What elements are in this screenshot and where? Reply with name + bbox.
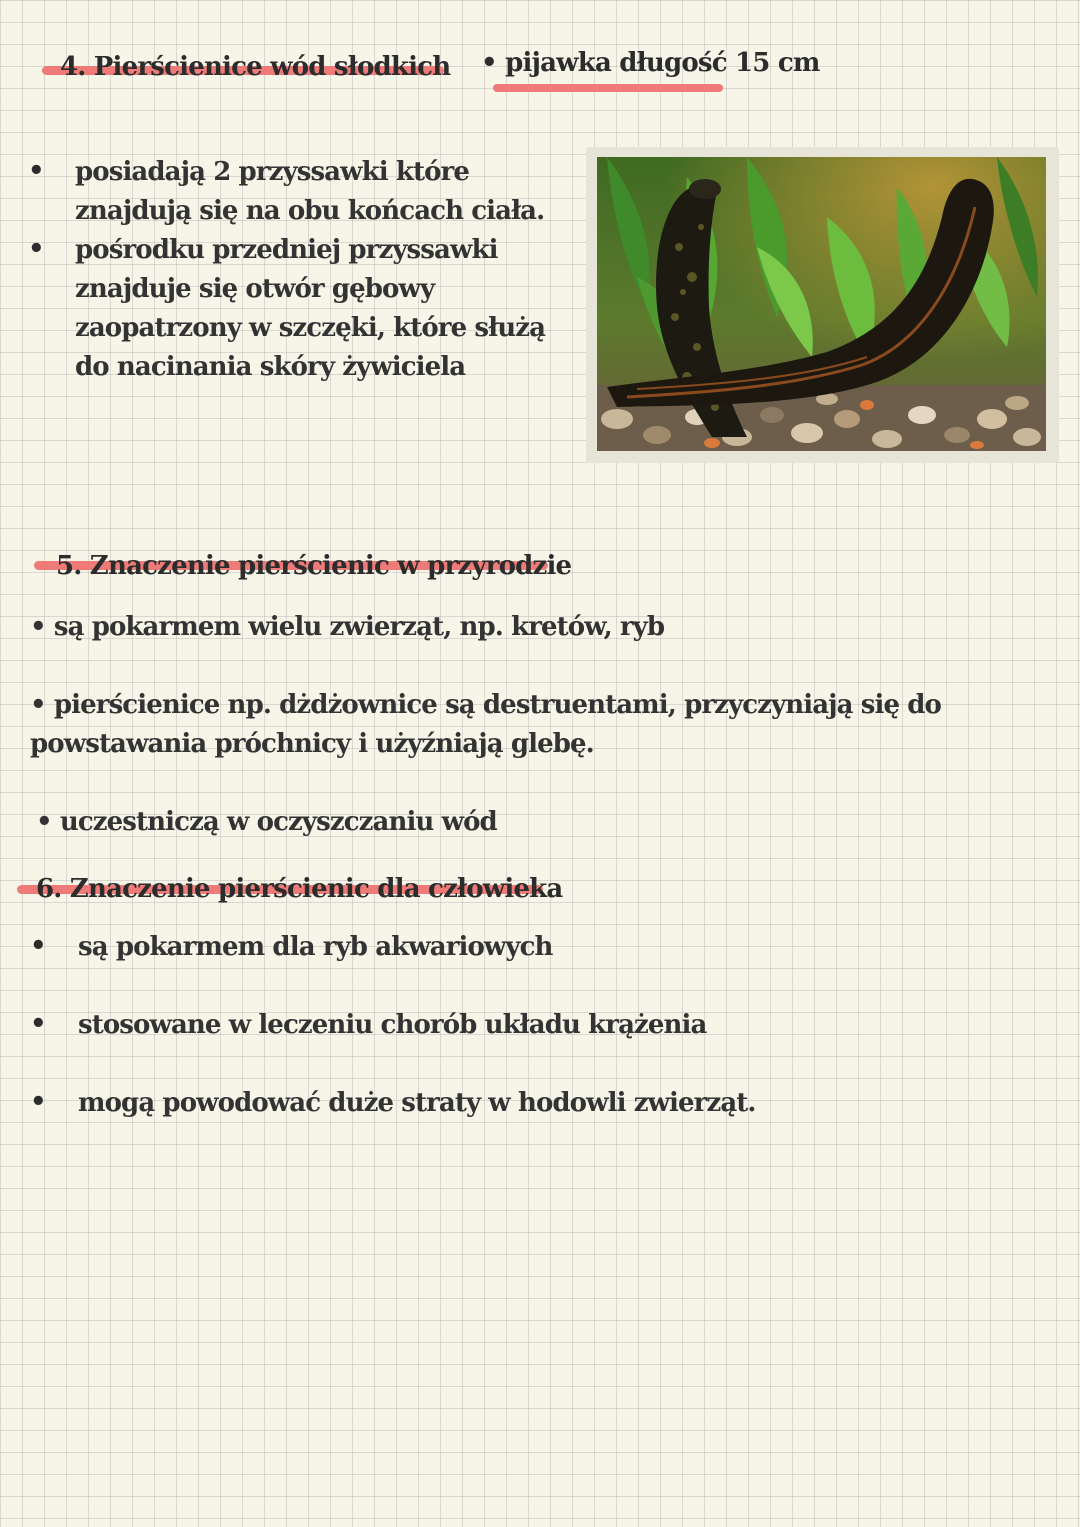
section4-bullet-1: posiadają 2 przyssawki które znajdują się na obu końcach ciała. xyxy=(75,157,545,226)
section6-bullet-1: są pokarmem dla ryb akwariowych xyxy=(78,932,553,962)
section5-bullet-3: • uczestniczą w oczyszczaniu wód xyxy=(36,807,497,837)
bullet-dot: • xyxy=(30,931,47,961)
side-note-underline xyxy=(493,84,723,92)
bullet-dot: • xyxy=(28,156,45,186)
section5-bullet-2: • pierścienice np. dżdżownice są destruentami, przyczyniają się do powstawania próchnicy i użyźniają glebę. xyxy=(30,690,941,759)
bullet-dot: • xyxy=(28,234,45,264)
section5-heading: 5. Znaczenie pierścienic w przyrodzie xyxy=(56,551,572,581)
section6-heading: 6. Znaczenie pierścienic dla człowieka xyxy=(36,874,563,904)
leech-length-note: • pijawka długość 15 cm xyxy=(481,48,820,78)
bullet-dot: • xyxy=(30,1087,47,1117)
section4-bullet-2: pośrodku przedniej przyssawki znajduje się otwór gębowy zaopatrzony w szczęki, które służą do nacinania skóry żywiciela xyxy=(75,235,546,382)
section5-bullet-1: • są pokarmem wielu zwierząt, np. kretów, ryb xyxy=(30,612,665,642)
section6-bullet-3: mogą powodować duże straty w hodowli zwierząt. xyxy=(78,1088,756,1118)
bullet-dot: • xyxy=(30,1009,47,1039)
section6-bullet-2: stosowane w leczeniu chorób układu krążenia xyxy=(78,1010,707,1040)
section4-heading: 4. Pierścienice wód słodkich xyxy=(60,52,451,82)
leech-photo xyxy=(597,157,1046,451)
